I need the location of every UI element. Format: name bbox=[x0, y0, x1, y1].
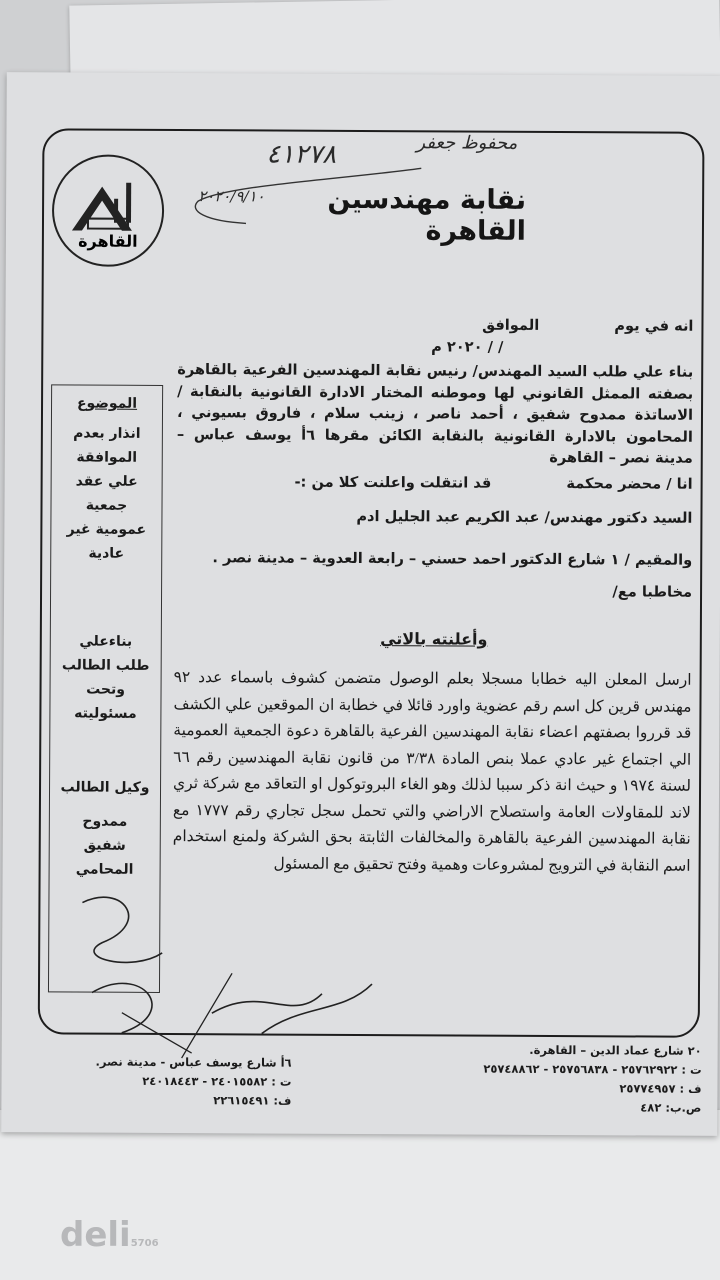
notice-heading: وأعلنته بالاتي bbox=[380, 629, 488, 649]
addressed-with: مخاطبا مع/ bbox=[612, 583, 693, 601]
intro-paragraph: بناء علي طلب السيد المهندس/ رنيس نقابة المهندسين الفرعية بالقاهرة بصفته الممثل القانوني لها وموطنه المختار الادارة القانونية بالنقابة / الاساتذة ممدوح شفيق ، أحمد ناصر ، زينب سلام ، فاروق بسيوني ، المحامون بالادارة القانونية بالنقابة الكائن مقرها ٦أ يوسف عباس – مدينة نصر – القاهرة bbox=[176, 361, 694, 467]
organization-title: نقابة مهندسين القاهرة bbox=[327, 183, 527, 247]
subject-title: الموضوع bbox=[76, 395, 138, 412]
recipient-address: والمقيم / ١ شارع الدكتور احمد حسني – رابعة العدوية – مدينة نصر . bbox=[212, 549, 693, 569]
binder-brand: deli5706 bbox=[60, 1215, 159, 1255]
notice-body: ارسل المعلن اليه خطابا مسجلا بعلم الوصول متضمن كشوف باسماء عدد ٩٢ مهندس قرين كل اسم رقم عضوية واورد قائلا في خطابة ان الموقعين علي الكشف قد قرروا بصفتهم اعضاء نقابة المهندسين الفرعية بالقاهرة دعوة الجمعية العمومية الي اجتماع غير عادي عملا بنص المادة ٣/٣٨ من قانون نقابة المهندسين رقم ٦٦ لسنة ١٩٧٤ و حيث انة ذكر سببا لذلك وهو الغاء البروتوكول او التعاقد مع شركة ثري لاند للمقاولات العامة واستصلاح الاراضي والتي تحمل سجل تجاري رقم ١٧٧٧ مع نقابة المهندسين الفرعية بالقاهرة والمخالفات الثابتة بحق الشركة ولمنع استخدام اسم النقابة في الترويج لمشروعات وهمية وفتح تحقيق مع المسئول bbox=[172, 669, 692, 875]
building-icon bbox=[68, 178, 148, 234]
handwritten-name: محفوظ جعفر bbox=[416, 132, 518, 154]
handwritten-date: ٢٠٢٠/٩/١٠ bbox=[198, 187, 265, 206]
handwritten-stroke bbox=[186, 161, 426, 232]
legal-notice-page bbox=[1, 72, 720, 1136]
handwritten-number: ٤١٢٧٨ bbox=[266, 139, 337, 170]
date-line: انه في يوم الموافق / / ٢٠٢٠ م bbox=[431, 316, 694, 356]
recipient-name: السيد دكتور مهندس/ عبد الكريم عبد الجليل ادم bbox=[356, 507, 693, 527]
footer-main-address: ٢٠ شارع عماد الدين – القاهرة. ت : ٢٥٧٦٢٩٢٢ - ٢٥٧٥٦٨٣٨ - ٢٥٧٤٨٨٦٢ ف : ٢٥٧٧٤٩٥٧ ص.ب: ٤٨٢ bbox=[483, 1042, 702, 1115]
bailiff-line: انا / محضر محكمة قد انتقلت واعلنت كلا من :- bbox=[294, 473, 693, 493]
signature-scribble bbox=[62, 862, 383, 1064]
footer-branch-address: ٦أ شارع يوسف عباس - مدينة نصر. ت : ٢٤٠١٥٥٨٢ - ٢٤٠١٨٤٤٣ ف: ٢٢٦١٥٤٩١ bbox=[95, 1054, 292, 1108]
subject-sidebar: الموضوع انذار بعدم الموافقة علي عقد جمعية عمومية غير عادية بناءعلي طلب الطالب وتحت مسئوليته وكيل الطالب ممدوح شفيق المحامي bbox=[48, 384, 163, 993]
union-seal-logo: القاهرة bbox=[52, 154, 165, 267]
